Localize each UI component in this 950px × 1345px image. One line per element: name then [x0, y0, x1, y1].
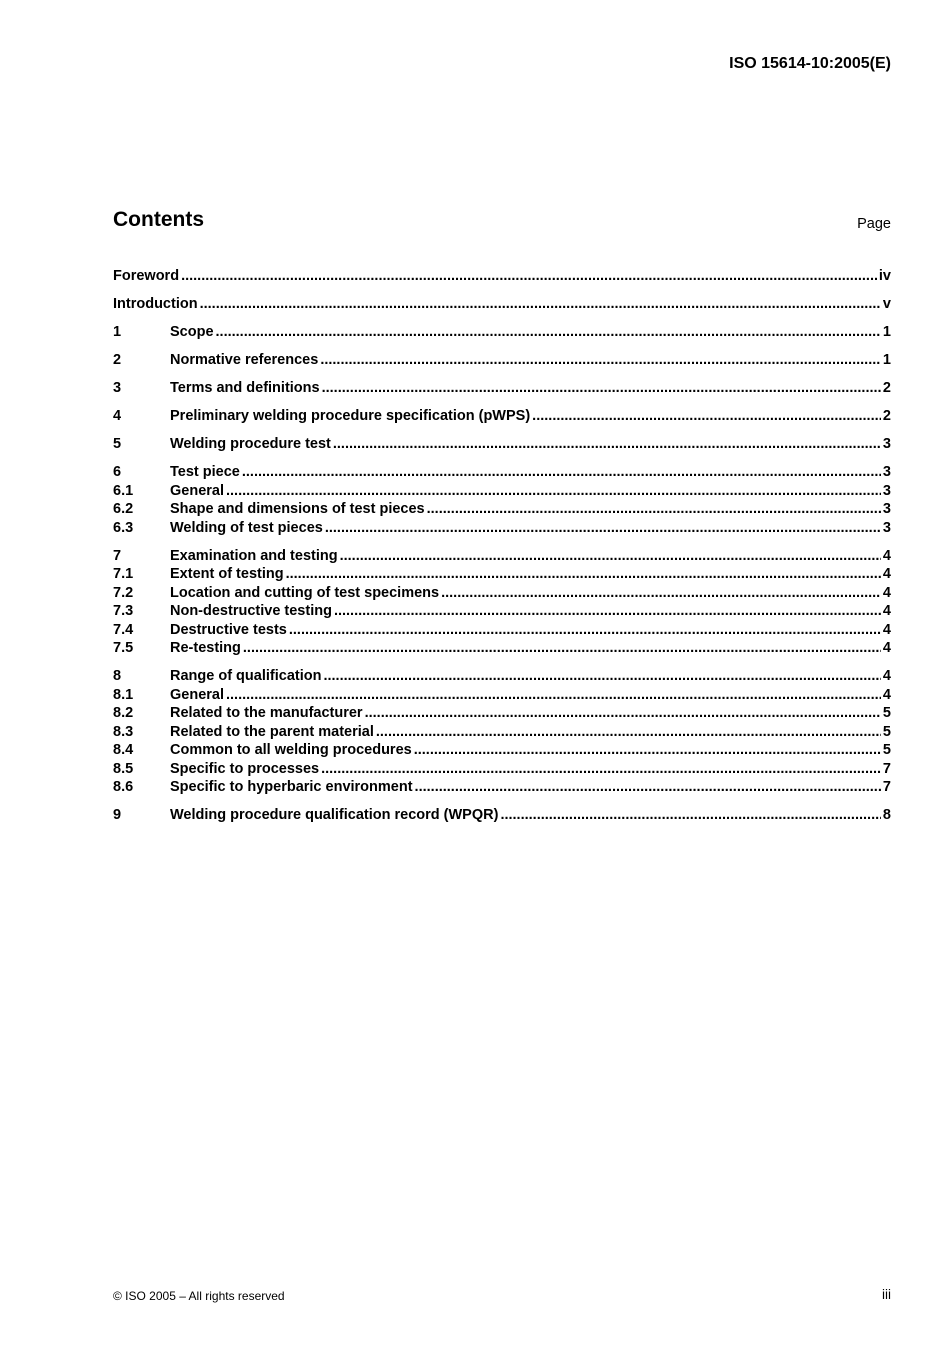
- toc-entry-number: 8.1: [113, 686, 134, 703]
- toc-entry-page: 3: [882, 464, 891, 480]
- toc-entry[interactable]: [113, 602, 891, 621]
- toc-entry-page: 5: [882, 742, 891, 758]
- toc-entry-number: 7.5: [113, 640, 134, 656]
- toc-entry-number: 8.5: [113, 760, 134, 777]
- toc-dot-leader: [242, 463, 881, 482]
- toc-entry-page: 4: [882, 621, 891, 638]
- page-column-label: Page: [857, 216, 891, 232]
- toc-entry[interactable]: [113, 723, 891, 742]
- toc-entry-page: 4: [882, 640, 891, 656]
- toc-dot-leader: [226, 482, 881, 501]
- toc-entry-number: 7.1: [113, 566, 134, 582]
- toc-dot-leader: [376, 723, 881, 742]
- toc-entry-title: Welding procedure test: [170, 436, 331, 452]
- toc-entry-page: 5: [882, 723, 891, 740]
- toc-entry-title: Introduction: [113, 296, 198, 312]
- toc-entry-number: 4: [113, 408, 122, 424]
- toc-entry-number: 1: [113, 324, 122, 340]
- toc-entry-number: 7.2: [113, 584, 134, 601]
- toc-entry-title: Non-destructive testing: [170, 603, 332, 619]
- toc-entry-page: 4: [882, 668, 891, 684]
- toc-dot-leader: [323, 667, 880, 686]
- toc-entry[interactable]: [113, 547, 891, 566]
- toc-dot-leader: [532, 407, 881, 426]
- toc-entry-number: 7.3: [113, 603, 134, 619]
- toc-dot-leader: [320, 351, 881, 370]
- toc-entry-number: 7.4: [113, 621, 134, 638]
- toc-entry[interactable]: [113, 351, 891, 370]
- toc-entry-title: Location and cutting of test specimens: [170, 584, 440, 601]
- toc-entry[interactable]: [113, 519, 891, 538]
- toc-entry-page: 7: [882, 779, 891, 795]
- toc-entry[interactable]: [113, 686, 891, 705]
- toc-entry[interactable]: [113, 435, 891, 454]
- toc-entry[interactable]: [113, 741, 891, 760]
- toc-entry-title: Shape and dimensions of test pieces: [170, 501, 425, 517]
- toc-dot-leader: [216, 323, 881, 342]
- toc-entry-page: 4: [882, 603, 891, 619]
- toc-entry-title: Examination and testing: [170, 547, 338, 564]
- toc-entry-title: Range of qualification: [170, 668, 322, 684]
- toc-entry-page: 3: [882, 436, 891, 452]
- toc-entry-page: 1: [882, 352, 891, 368]
- toc-entry-page: 4: [882, 584, 891, 601]
- toc-entry-title: Test piece: [170, 464, 240, 480]
- toc-entry-number: 6.2: [113, 501, 134, 517]
- toc-entry-page: 5: [882, 705, 891, 721]
- toc-entry-title: Preliminary welding procedure specification (pWPS): [170, 408, 531, 424]
- toc-entry[interactable]: [113, 667, 891, 686]
- toc-dot-leader: [243, 639, 881, 658]
- toc-entry[interactable]: [113, 704, 891, 723]
- toc-entry[interactable]: [113, 295, 891, 314]
- footer-copyright: © ISO 2005 – All rights reserved: [113, 1289, 285, 1303]
- toc-dot-leader: [200, 295, 881, 314]
- toc-dot-leader: [325, 519, 881, 538]
- toc-dot-leader: [415, 778, 881, 797]
- toc-dot-leader: [500, 806, 880, 825]
- toc-entry-page: v: [882, 296, 891, 312]
- toc-entry-title: Welding procedure qualification record (WPQR): [170, 807, 499, 823]
- toc-entry-page: 3: [882, 482, 891, 499]
- toc-entry-page: 4: [882, 686, 891, 703]
- toc-entry-title: Scope: [170, 324, 214, 340]
- toc-entry-title: General: [170, 686, 224, 703]
- toc-entry[interactable]: [113, 379, 891, 398]
- toc-entry[interactable]: [113, 323, 891, 342]
- toc-dot-leader: [414, 741, 881, 760]
- toc-entry-title: Terms and definitions: [170, 380, 320, 396]
- toc-entry-title: Normative references: [170, 352, 319, 368]
- toc-entry-title: Extent of testing: [170, 566, 284, 582]
- toc-entry[interactable]: [113, 760, 891, 779]
- toc-entry[interactable]: [113, 407, 891, 426]
- toc-entry-title: Destructive tests: [170, 621, 287, 638]
- toc-entry-number: 3: [113, 380, 122, 396]
- toc-entry-number: 6: [113, 464, 122, 480]
- toc-entry-number: 8.4: [113, 742, 134, 758]
- toc-dot-leader: [321, 760, 881, 779]
- document-code: ISO 15614-10:2005(E): [729, 55, 891, 72]
- toc-entry-page: 1: [882, 324, 891, 340]
- toc-dot-leader: [334, 602, 881, 621]
- toc-entry[interactable]: [113, 482, 891, 501]
- toc-entry-title: Foreword: [113, 268, 180, 284]
- toc-entry-page: 2: [882, 408, 891, 424]
- toc-entry-page: 4: [882, 547, 891, 564]
- toc-entry[interactable]: [113, 267, 891, 286]
- toc-dot-leader: [226, 686, 881, 705]
- toc-dot-leader: [365, 704, 881, 723]
- footer-page-number: iii: [882, 1287, 891, 1302]
- toc-dot-leader: [427, 500, 881, 519]
- toc-dot-leader: [289, 621, 881, 640]
- toc-dot-leader: [181, 267, 877, 286]
- toc-dot-leader: [286, 565, 881, 584]
- table-of-contents: [113, 267, 891, 825]
- toc-dot-leader: [333, 435, 881, 454]
- toc-entry-title: General: [170, 482, 224, 499]
- contents-heading: Contents: [113, 208, 204, 231]
- toc-entry[interactable]: [113, 778, 891, 797]
- toc-entry-page: iv: [878, 268, 891, 284]
- toc-entry-number: 7: [113, 547, 122, 564]
- toc-entry-page: 2: [882, 380, 891, 396]
- toc-entry[interactable]: [113, 621, 891, 640]
- toc-entry-number: 9: [113, 807, 122, 823]
- toc-entry[interactable]: [113, 639, 891, 658]
- toc-dot-leader: [322, 379, 881, 398]
- toc-entry-page: 4: [882, 566, 891, 582]
- toc-entry-page: 3: [882, 501, 891, 517]
- toc-entry-page: 3: [882, 519, 891, 536]
- toc-entry-number: 6.3: [113, 519, 134, 536]
- toc-entry-number: 8: [113, 668, 122, 684]
- toc-entry-page: 8: [882, 807, 891, 823]
- toc-dot-leader: [441, 584, 881, 603]
- toc-entry-title: Related to the manufacturer: [170, 705, 363, 721]
- toc-entry-number: 8.6: [113, 779, 134, 795]
- toc-entry[interactable]: [113, 463, 891, 482]
- toc-dot-leader: [340, 547, 881, 566]
- toc-entry[interactable]: [113, 565, 891, 584]
- toc-entry-title: Related to the parent material: [170, 723, 374, 740]
- toc-entry-number: 5: [113, 436, 122, 452]
- toc-entry[interactable]: [113, 500, 891, 519]
- toc-entry-title: Common to all welding procedures: [170, 742, 412, 758]
- toc-entry[interactable]: [113, 806, 891, 825]
- toc-entry-number: 8.3: [113, 723, 134, 740]
- toc-entry-number: 8.2: [113, 705, 134, 721]
- toc-entry-number: 2: [113, 352, 122, 368]
- toc-entry-title: Re-testing: [170, 640, 241, 656]
- toc-entry-title: Welding of test pieces: [170, 519, 323, 536]
- toc-entry-number: 6.1: [113, 482, 134, 499]
- toc-entry[interactable]: [113, 584, 891, 603]
- toc-entry-title: Specific to hyperbaric environment: [170, 779, 413, 795]
- toc-entry-title: Specific to processes: [170, 760, 320, 777]
- toc-entry-page: 7: [882, 760, 891, 777]
